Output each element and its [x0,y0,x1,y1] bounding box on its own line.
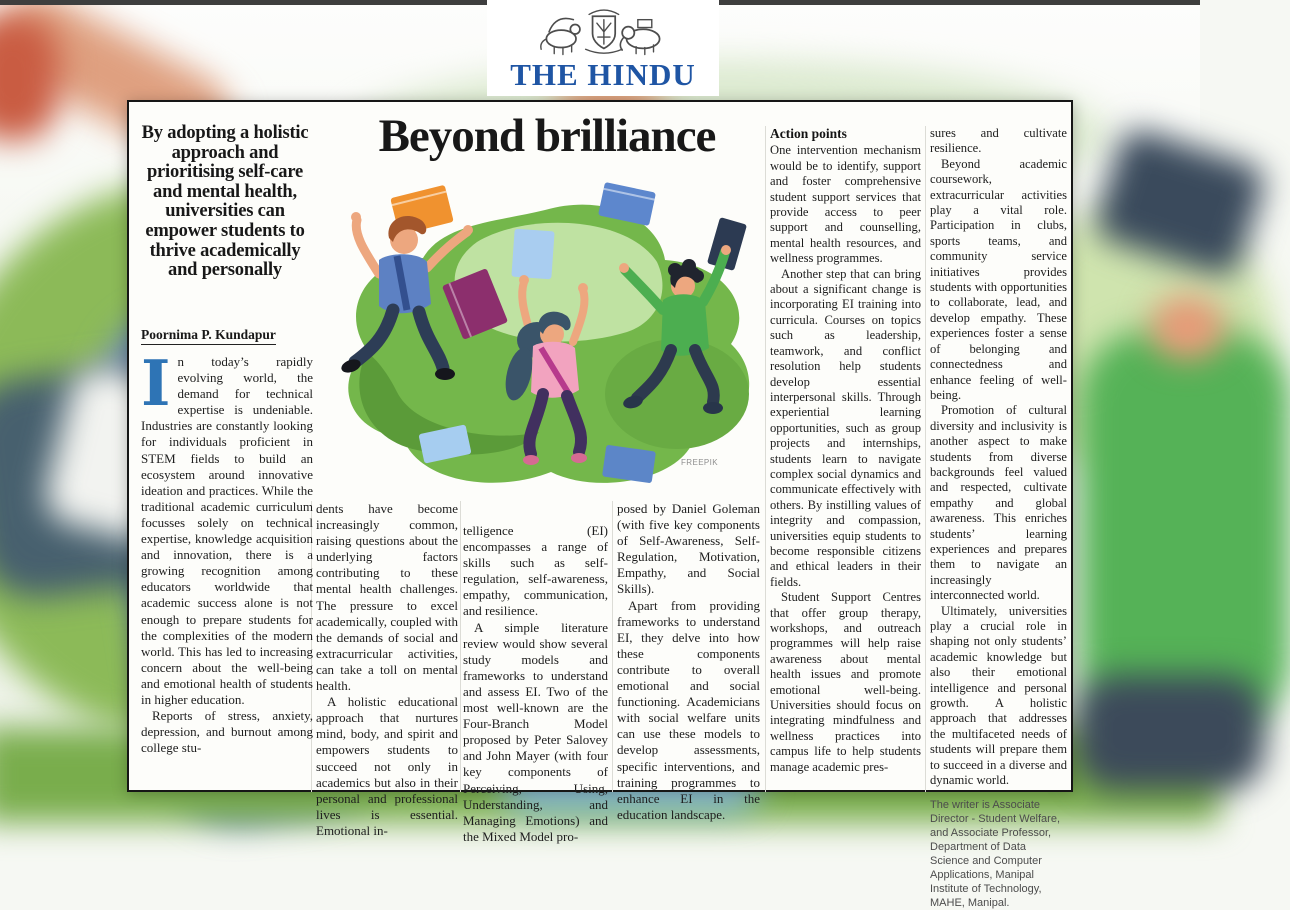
column-rule [765,126,766,792]
column-rule [612,501,613,792]
article-headline: Beyond brilliance [378,110,716,162]
article-column-2 [316,501,458,838]
action-points-heading: Action points [770,126,847,141]
paragraph: sures and cultivate resilience. [930,126,1067,156]
article-column-5 [770,126,921,792]
paragraph: A simple literature review would show several study models and frameworks to understand and assess EI. Two of the most well-known are the Four-Branch Model proposed by Peter Salovey and John Mayer (with four key components of Perceiving, Using, Understanding, and Managing Emotions) and the Mixed Model pro- [463,619,608,844]
paragraph: dents have become increasingly common, raising questions about the underlying factors contributing to these mental health challenges. The pressure to excel academically, coupled with the demands of social and extracurricular activities, can take a toll on mental health. [316,501,458,694]
bg-blob [1150,295,1225,360]
paragraph: A holistic educational approach that nurtures mind, body, and spirit and empowers students to succeed not only in academics but also in their personal and professional lives is essential. Emotional in- [316,694,458,838]
newspaper-clipping [127,100,1073,910]
hindu-crest-icon [524,4,682,58]
paragraph: Promotion of cultural diversity and inclusivity is another aspect to make students from diverse backgrounds feel valued and respected, cultivate empathy and global awareness. This enriches students’ learning experiences and prepares them to navigate an increasingly interconnected world. [930,403,1067,603]
article-column-3 [463,523,608,844]
paragraph: Apart from providing frameworks to understand EI, they delve into how these components contribute to overall emotional and social functioning. Academicians with social welfare units can use these models to develop assessments, specific interventions, and training programmes to enhance EI in the education landscape. [617,597,760,822]
article-column-6 [930,126,1067,910]
column-rule [460,501,461,792]
paragraph [141,346,313,708]
bg-blob [0,15,60,140]
article-byline [141,326,313,344]
illustration-credit: FREEPIK [681,458,719,467]
paragraph-text: n today’s rapidly evolving world, the demand for technical expertise is undeniable. Industries are constantly looking for individuals proficient in STEM fields to build an ecosystem around innovative ideation and practices. While the traditional academic curriculum focusses solely on technical expertise, knowledge acquisition and innovation, there is a growing recognition among educators worldwide that academic success alone is not enough to prepare students for the complexities of the modern world. This has led to increasing concern about the well-being and emotional health of students in higher education. [141,354,313,707]
paragraph: Beyond academic coursework, extracurricular activities play a vital role. Participation in clubs, sports teams, and community service initiatives provides students with opportunities to collaborate, lead, and develop empathy. These experiences foster a sense of belonging and connectedness and enhance feeling of well-being. [930,156,1067,402]
byline-name: Poornima P. Kundapur [141,327,276,345]
paragraph: telligence (EI) encompasses a range of skills such as self-regulation, self-awareness, empathy, communication, and resilience. [463,523,608,619]
writer-credit: The writer is Associate Director - Student Welfare, and Associate Professor, Department of Data Science and Computer Applications, Manipal Institute of Technology, MAHE, Manipal. [930,799,1061,910]
bg-blob [1080,330,1290,730]
column-rule [925,126,926,792]
paragraph: One intervention mechanism would be to identify, support and foster comprehensive student support services that provide access to peer support and counselling, mental health resources, and wellness programmes. [770,143,921,266]
students-jumping-with-books-illustration [327,182,763,500]
article-column-4 [617,501,760,822]
article-standfirst: By adopting a holistic approach and prioritising self-care and mental health, universities can empower students to thrive academically and personally [141,123,309,281]
paragraph: Reports of stress, anxiety, depression, and burnout among college stu- [141,708,313,756]
newspaper-masthead [487,0,719,96]
drop-cap: I [141,346,171,420]
bg-blob [1075,675,1265,790]
paragraph: Student Support Centres that offer group therapy, workshops, and outreach programmes will help raise awareness about mental health issues and promote emotional well-being. Universities should focus on integrating mindfulness and wellness practices into campus life to help students manage academic pres- [770,590,921,774]
paragraph: posed by Daniel Goleman (with five key components of Self-Awareness, Self-Regulation, Motivation, Empathy, and Social Skills). [617,501,760,597]
paragraph: Ultimately, universities play a crucial role in shaping not only students’ academic knowledge but also their emotional intelligence and personal growth. A holistic approach that addresses the multifaceted needs of students will prepare them to succeed in a diverse and dynamic world. [930,603,1067,788]
masthead-title: THE HINDU [510,57,696,92]
article-column-1 [141,346,313,792]
paragraph: Another step that can bring about a significant change is incorporating EI training into curricula. Courses on topics such as leadership, teamwork, and conflict resolution help students develop essential interpersonal skills. Through experiential learning opportunities, such as group projects and internships, students learn to navigate complex social dynamics and communicate effectively with others. By instilling values of integrity and compassion, universities equip students to become responsible citizens and ethical leaders in their fields. [770,266,921,589]
